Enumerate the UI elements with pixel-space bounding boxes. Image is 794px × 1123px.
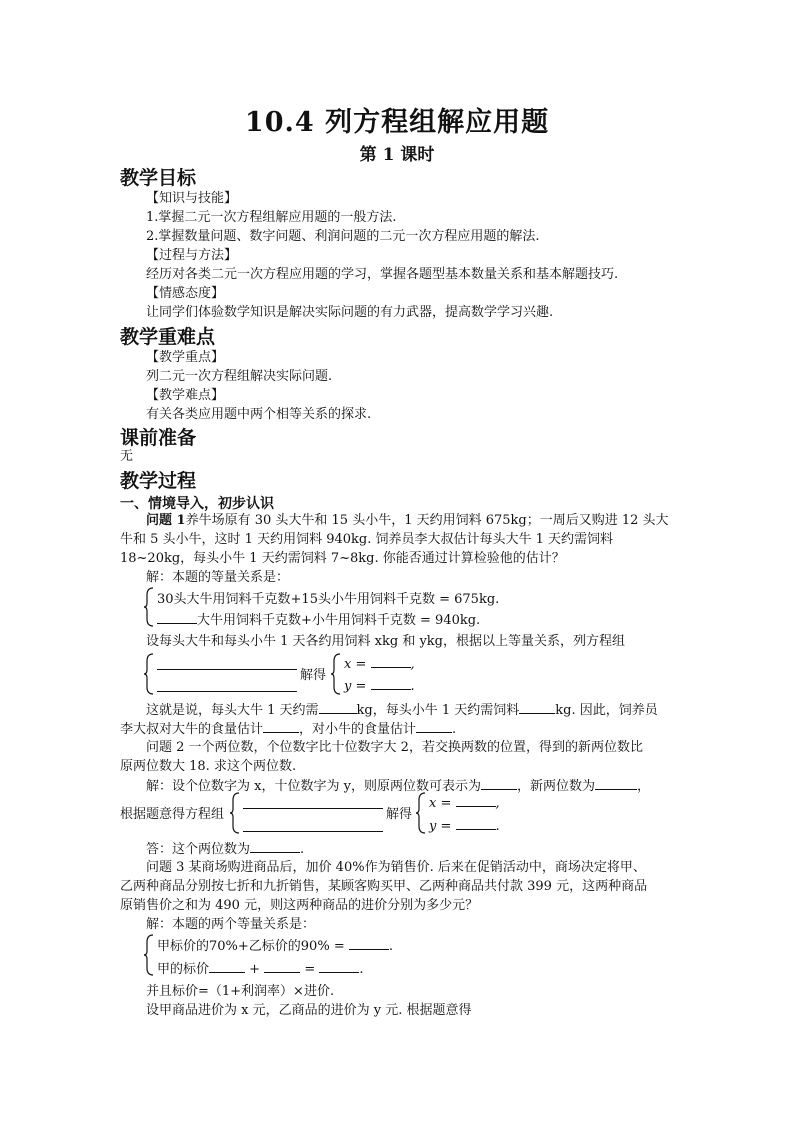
q1-conclusion-2 <box>120 720 456 739</box>
q1-c1-blank-1[interactable] <box>319 701 357 714</box>
q3-eq2-blank-1[interactable] <box>209 960 245 973</box>
section-heading-process: 教学过程 <box>120 470 197 492</box>
q3-note: 并且标价=（1+利润率）×进价. <box>146 984 335 999</box>
q1-text-1: 养牛场原有 30 头大牛和 15 头小牛，1 天约用饲料 675kg；一周后又购进 12 头大 <box>185 513 669 528</box>
section-heading-prep: 课前准备 <box>120 427 197 449</box>
goal-process-1: 经历对各类二元一次方程应用题的学习，掌握各题型基本数量关系和基本解题技巧. <box>146 267 619 282</box>
q2-s1c: ， <box>636 779 650 794</box>
q2-system-row-1 <box>243 794 383 813</box>
q3-eq2c: = <box>304 962 316 977</box>
q1-c1-blank-2[interactable] <box>519 701 555 714</box>
q1-y-blank[interactable] <box>371 677 411 690</box>
q1-c1c: kg. 因此，饲养员 <box>555 703 658 718</box>
q1-c2c: . <box>452 722 457 737</box>
q2-y-label: y = <box>429 819 452 834</box>
q2-y-row: y = . <box>429 819 500 834</box>
q1-c2-blank-1[interactable] <box>263 720 299 733</box>
goal-knowledge-1: 1.掌握二元一次方程组解应用题的一般方法. <box>146 210 397 225</box>
q1-conclusion-1 <box>146 701 658 720</box>
q1-setup: 设每头大牛和每头小牛 1 天各约用饲料 xkg 和 ykg，根据以上等量关系，列方程组 <box>146 634 626 649</box>
q2-solution-1 <box>146 777 650 796</box>
q2-blank-original[interactable] <box>481 777 517 790</box>
q1-system-row-2 <box>157 677 297 696</box>
q1-x-blank[interactable] <box>371 655 411 668</box>
q2-system-row-2 <box>243 817 383 836</box>
key-focus-label: 【教学重点】 <box>146 350 225 365</box>
q3-equation-2: 甲的标价 + = . <box>157 962 364 977</box>
q1-c2b: ，对小牛的食量估计 <box>299 722 417 737</box>
q3-equation-1: 甲标价的70%+乙标价的90% = . <box>157 939 393 954</box>
q1-c2-blank-2[interactable] <box>416 720 452 733</box>
q3-setup: 设甲商品进价为 x 元，乙商品的进价为 y 元. 根据题意得 <box>146 1003 472 1018</box>
q3-eq1-text: 甲标价的70%+乙标价的90% = <box>157 939 345 954</box>
q3-solution-intro: 解：本题的两个等量关系是： <box>146 917 316 932</box>
q1-brace-2 <box>143 653 155 695</box>
q1-y-row: y = . <box>344 679 415 694</box>
q1-line-3: 18~20kg，每头小牛 1 天约需饲料 7~8kg. 你能否通过计算检验他的估计？ <box>120 551 565 566</box>
q1-solution-intro: 解：本题的等量关系是： <box>146 570 290 585</box>
key-difficulty-1: 有关各类应用题中两个相等关系的探求. <box>146 407 372 422</box>
q1-system-blank-1[interactable] <box>157 657 297 670</box>
q2-system-blank-1[interactable] <box>243 796 383 809</box>
part-heading-1: 一、情境导入，初步认识 <box>120 496 274 512</box>
q1-brace-1 <box>143 587 155 627</box>
q1-c2a: 李大叔对大牛的食量估计 <box>120 722 264 737</box>
q1-equation-2: 大牛用饲料千克数+小牛用饲料千克数 = 940kg. <box>197 613 481 628</box>
q3-eq2b: + <box>249 962 261 977</box>
goal-emotion-label: 【情感态度】 <box>146 286 225 301</box>
q1-c1a: 这就是说，每头大牛 1 天约需 <box>146 703 319 718</box>
section-heading-key: 教学重难点 <box>120 326 216 348</box>
page-subtitle: 第 1 课时 <box>359 145 435 165</box>
goal-knowledge-2: 2.掌握数量问题、数字问题、利润问题的二元一次方程应用题的解法. <box>146 229 540 244</box>
q1-label: 问题 1 <box>146 513 186 528</box>
q3-eq2-blank-3[interactable] <box>319 960 359 973</box>
q1-x-row: x = , <box>344 657 415 672</box>
q1-line-2: 牛和 5 头小牛，这时 1 天约用饲料 940kg. 饲养员李大叔估计每头大牛 1 天约需饲料 <box>120 532 614 547</box>
q2-system-label: 根据题意得方程组 <box>120 807 225 822</box>
q2-x-row: x = , <box>429 796 500 811</box>
q1-c1b: kg，每头小牛 1 天约需饲料 <box>356 703 520 718</box>
q1-equation-2-row <box>157 609 480 628</box>
q1-y-label: y = <box>344 679 367 694</box>
page-title: 10.4 列方程组解应用题 <box>244 107 550 138</box>
q2-answer-blank[interactable] <box>250 840 300 853</box>
q1-x-label: x = <box>344 657 367 672</box>
q2-x-label: x = <box>429 796 452 811</box>
goal-knowledge-label: 【知识与技能】 <box>146 191 238 206</box>
q2-s1b: ，新两位数为 <box>516 779 595 794</box>
goal-process-label: 【过程与方法】 <box>146 248 238 263</box>
goal-emotion-1: 让同学们体验数学知识是解决实际问题的有力武器，提高数学学习兴趣. <box>146 305 554 320</box>
q2-blank-new[interactable] <box>595 777 637 790</box>
q2-x-blank[interactable] <box>456 794 496 807</box>
q1-line-1 <box>146 512 669 530</box>
q3-eq2-blank-2[interactable] <box>264 960 300 973</box>
q1-system-row-1 <box>157 655 297 674</box>
q2-y-blank[interactable] <box>456 817 496 830</box>
q3-line-1: 问题 3 某商场购进商品后，加价 40%作为销售价. 后来在促销活动中，商场决定将甲、 <box>146 860 646 875</box>
q3-line-2: 乙两种商品分别按七折和九折销售，某顾客购买甲、乙两种商品共付款 399 元，这两种商品 <box>120 879 648 894</box>
key-difficulty-label: 【教学难点】 <box>146 388 225 403</box>
q2-system-blank-2[interactable] <box>243 819 383 832</box>
q2-line-2: 原两位数大 18. 求这个两位数. <box>120 759 297 774</box>
section-heading-goal: 教学目标 <box>120 167 197 189</box>
q1-solve-label: 解得 <box>300 668 327 683</box>
q1-eq2-blank[interactable] <box>157 611 197 624</box>
prep-text: 无 <box>120 449 134 464</box>
q3-eq2a: 甲的标价 <box>157 962 210 977</box>
q2-solve-label: 解得 <box>386 807 413 822</box>
q2-s1a: 解：设个位数字为 x，十位数字为 y，则原两位数可表示为 <box>146 779 481 794</box>
q3-brace-1 <box>143 934 155 976</box>
q2-line-1: 问题 2 一个两位数，个位数字比十位数字大 2，若交换两数的位置，得到的新两位数比 <box>146 740 643 755</box>
q1-brace-3 <box>330 653 342 695</box>
q3-line-3: 原销售价之和为 490 元，则这两种商品的进价分别为多少元？ <box>120 898 479 913</box>
key-focus-1: 列二元一次方程组解决实际问题. <box>146 369 333 384</box>
q1-equation-1: 30头大牛用饲料千克数+15头小牛用饲料千克数 = 675kg. <box>157 592 500 607</box>
q2-answer: 答：这个两位数为 . <box>146 842 305 857</box>
q2-answer-text: 答：这个两位数为 <box>146 842 251 857</box>
q2-brace-1 <box>229 792 241 834</box>
q2-brace-2 <box>415 792 427 834</box>
q3-eq1-blank[interactable] <box>349 937 389 950</box>
q1-system-blank-2[interactable] <box>157 679 297 692</box>
